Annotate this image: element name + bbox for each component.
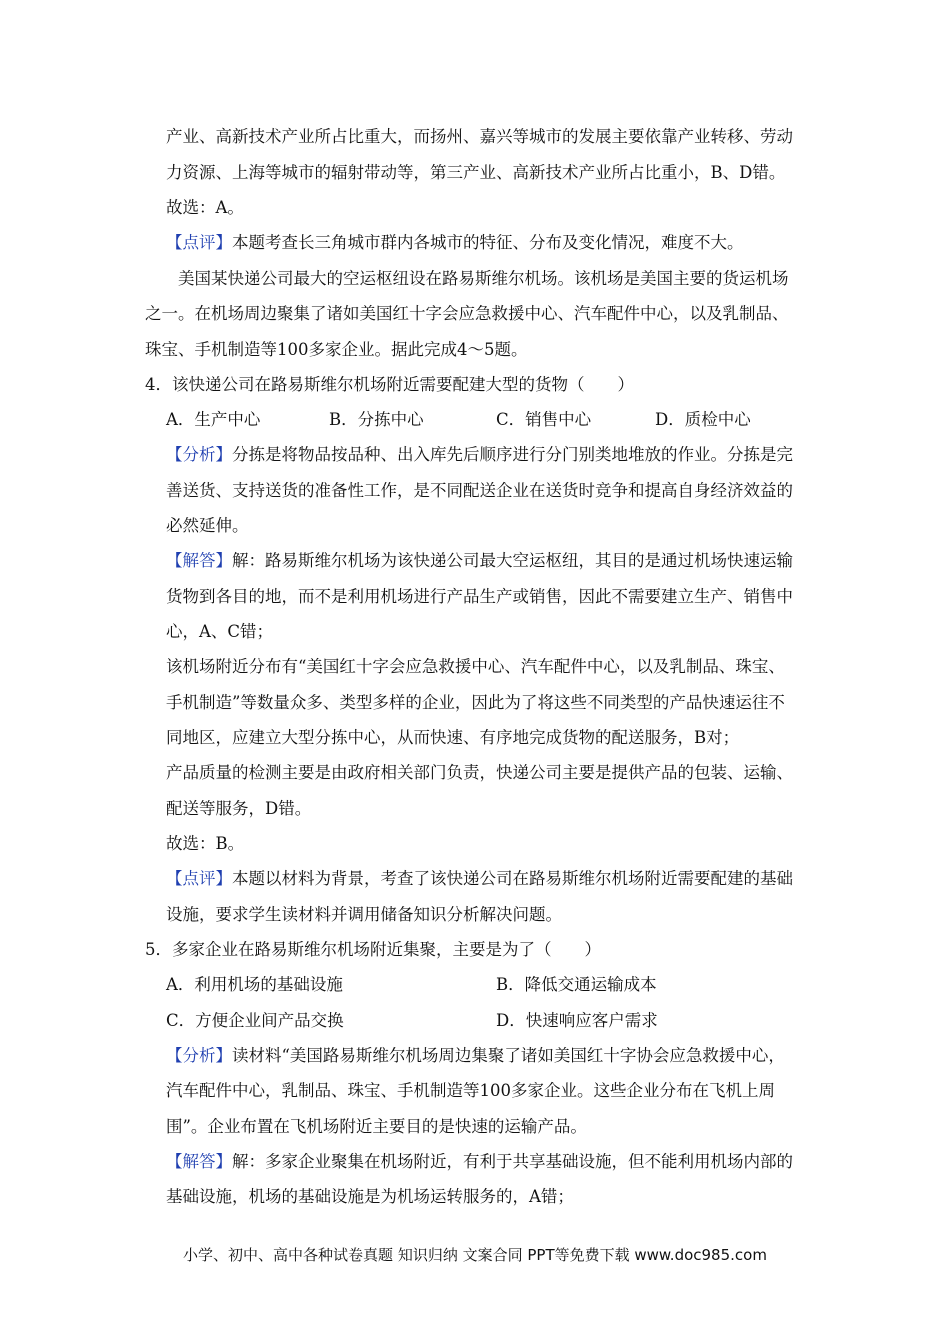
q4-option-b: B．分拣中心 <box>329 410 424 429</box>
analysis-line: 围”。企业布置在飞机场附近主要目的是快速的运输产品。 <box>166 1117 587 1136</box>
review-tag: 【点评】 <box>166 233 232 252</box>
passage-line: 之一。在机场周边聚集了诸如美国红十字会应急救援中心、汽车配件中心，以及乳制品、 <box>145 304 789 323</box>
answer-line: 该机场附近分布有“美国红十字会应急救援中心、汽车配件中心，以及乳制品、珠宝、 <box>166 657 785 676</box>
q4-option-a: A．生产中心 <box>166 410 261 429</box>
review-line: 设施，要求学生读材料并调用储备知识分析解决问题。 <box>166 905 562 924</box>
answer-line: 同地区，应建立大型分拣中心，从而快速、有序地完成货物的配送服务，B对； <box>166 728 740 747</box>
review-text: 本题考查长三角城市群内各城市的特征、分布及变化情况，难度不大。 <box>232 233 744 252</box>
review-line <box>166 232 744 254</box>
q4-option-c: C．销售中心 <box>496 410 592 429</box>
analysis-tag: 【分析】 <box>166 445 232 464</box>
q4-option-d: D．质检中心 <box>655 410 751 429</box>
answer-tag: 【解答】 <box>166 1152 232 1171</box>
question-5-stem: 5．多家企业在路易斯维尔机场附近集聚，主要是为了（ ） <box>145 940 601 959</box>
text-line: 力资源、上海等城市的辐射带动等，第三产业、高新技术产业所占比重小，B、D错。 <box>166 163 786 182</box>
q5-option-b: B．降低交通运输成本 <box>496 975 657 994</box>
answer-line: 基础设施，机场的基础设施是为机场运转服务的，A错； <box>166 1187 574 1206</box>
review-tag: 【点评】 <box>166 869 232 888</box>
q5-option-a: A．利用机场的基础设施 <box>166 975 343 994</box>
answer-line: 配送等服务，D错。 <box>166 799 312 818</box>
analysis-line: 【分析】读材料“美国路易斯维尔机场周边集聚了诸如美国红十字协会应急救援中心， <box>166 1046 785 1065</box>
passage-line: 美国某快递公司最大的空运枢纽设在路易斯维尔机场。该机场是美国主要的货运机场 <box>178 269 789 288</box>
answer-line: 货物到各目的地，而不是利用机场进行产品生产或销售，因此不需要建立生产、销售中 <box>166 587 793 606</box>
analysis-line: 汽车配件中心，乳制品、珠宝、手机制造等100多家企业。这些企业分布在飞机上周 <box>166 1081 775 1100</box>
text-line: 故选：A。 <box>166 198 244 217</box>
analysis-line: 善送货、支持送货的准备性工作，是不同配送企业在送货时竞争和提高自身经济效益的 <box>166 481 793 500</box>
question-4-stem: 4．该快递公司在路易斯维尔机场附近需要配建大型的货物（ ） <box>145 375 634 394</box>
answer-line: 心，A、C错； <box>166 622 274 641</box>
q5-option-d: D．快速响应客户需求 <box>496 1011 658 1030</box>
q5-option-c: C．方便企业间产品交换 <box>166 1011 344 1030</box>
answer-line: 手机制造”等数量众多、类型多样的企业，因此为了将这些不同类型的产品快速运往不 <box>166 693 785 712</box>
analysis-tag: 【分析】 <box>166 1046 232 1065</box>
passage-line: 珠宝、手机制造等100多家企业。据此完成4～5题。 <box>145 340 528 359</box>
answer-line: 故选：B。 <box>166 834 245 853</box>
review-line: 【点评】本题以材料为背景，考查了该快递公司在路易斯维尔机场附近需要配建的基础 <box>166 869 793 888</box>
answer-line: 产品质量的检测主要是由政府相关部门负责，快递公司主要是提供产品的包装、运输、 <box>166 763 793 782</box>
text-line: 产业、高新技术产业所占比重大，而扬州、嘉兴等城市的发展主要依靠产业转移、劳动 <box>166 127 793 146</box>
answer-line: 【解答】解：路易斯维尔机场为该快递公司最大空运枢纽，其目的是通过机场快速运输 <box>166 551 793 570</box>
analysis-line: 必然延伸。 <box>166 516 249 535</box>
analysis-line: 【分析】分拣是将物品按品种、出入库先后顺序进行分门别类地堆放的作业。分拣是完 <box>166 445 793 464</box>
answer-tag: 【解答】 <box>166 551 232 570</box>
footer-banner: 小学、初中、高中各种试卷真题 知识归纳 文案合同 PPT等免费下载 www.doc985.com <box>183 1246 767 1264</box>
answer-line: 【解答】解：多家企业聚集在机场附近，有利于共享基础设施，但不能利用机场内部的 <box>166 1152 793 1171</box>
